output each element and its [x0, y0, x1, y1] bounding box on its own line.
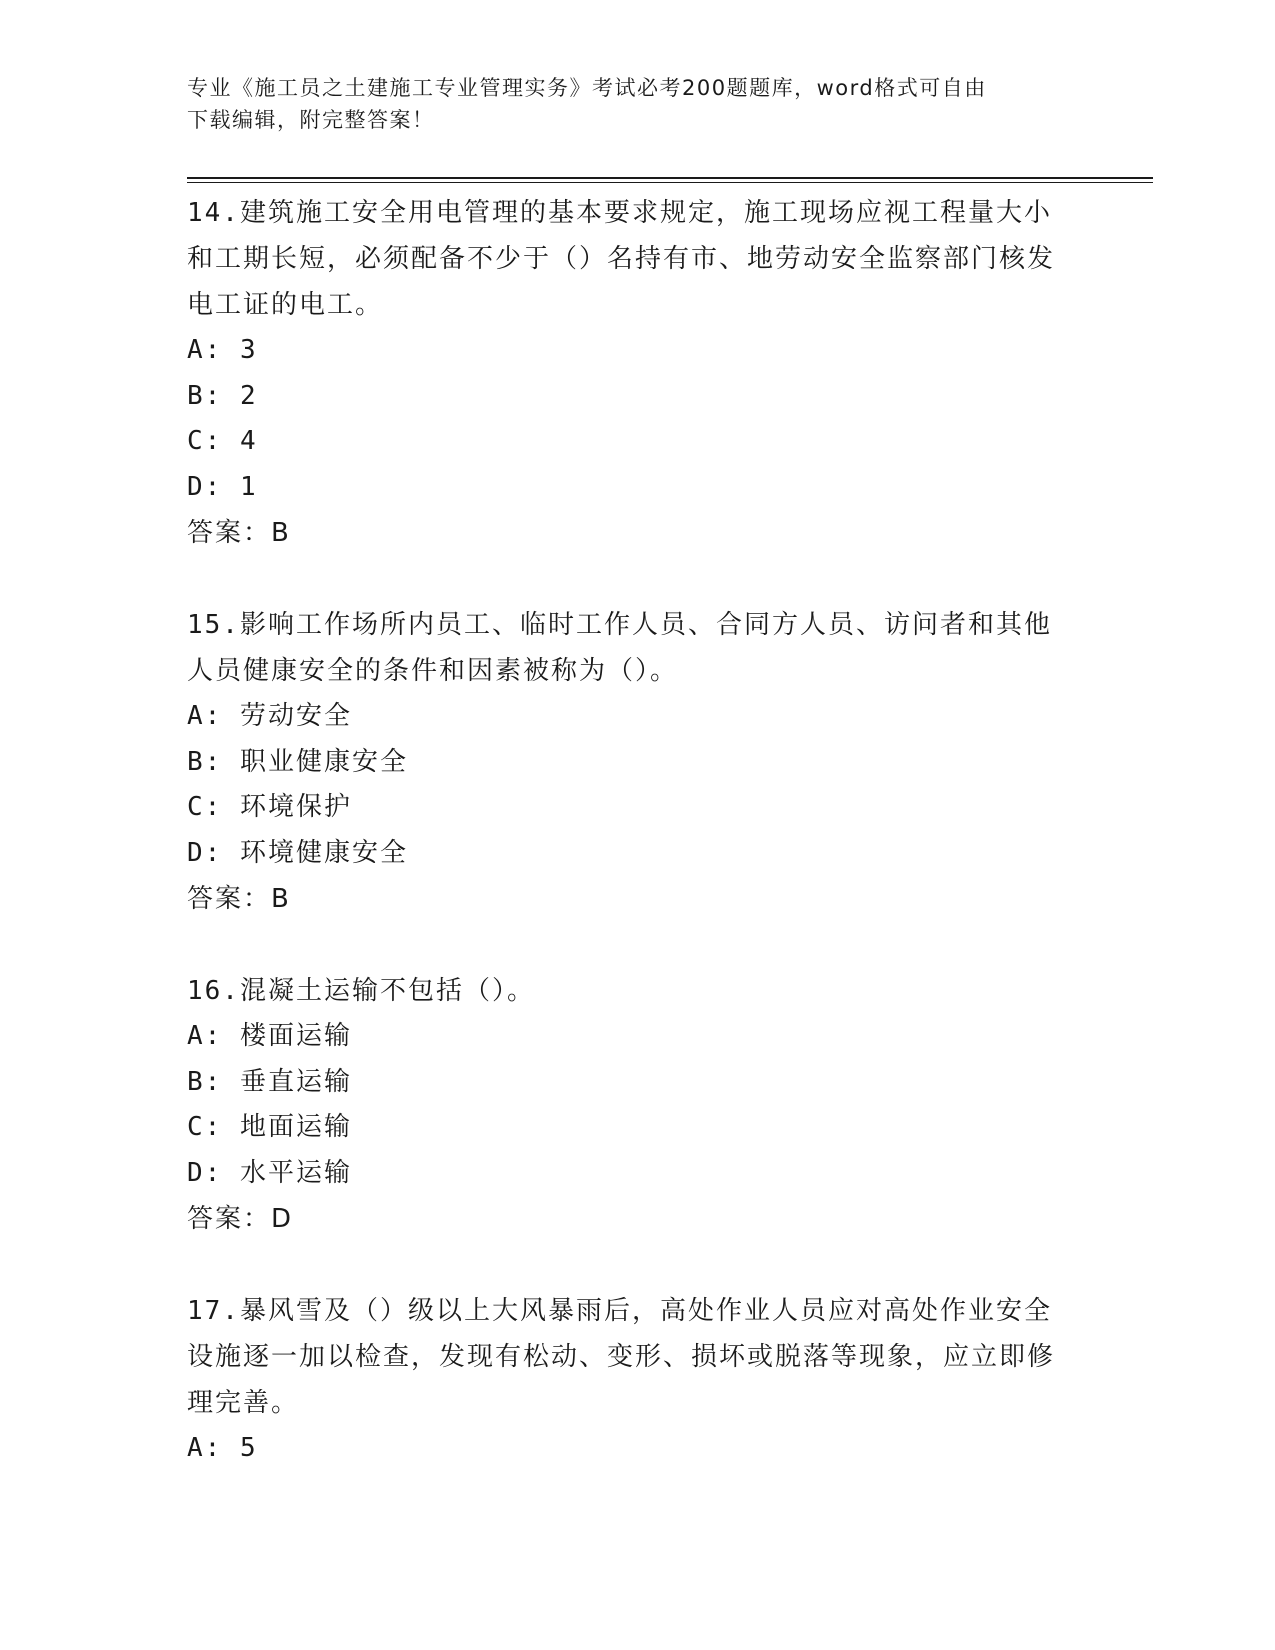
question-stem: 16.混凝土运输不包括（）。 — [187, 976, 535, 1006]
option-a: A: 劳动安全 — [187, 701, 352, 731]
answer: 答案：B — [187, 518, 291, 548]
option-b: B: 职业健康安全 — [187, 746, 408, 777]
option-d: D: 环境健康安全 — [187, 837, 408, 868]
option-d: D: 水平运输 — [187, 1157, 352, 1188]
option-a: A: 5 — [187, 1433, 258, 1463]
question-17 — [187, 1288, 1087, 1472]
question-stem: 14.建筑施工安全用电管理的基本要求规定，施工现场应视工程量大小和工期长短，必须配备不少于（）名持有市、地劳动安全监察部门核发电工证的电工。 — [187, 198, 1056, 320]
header-line-1: 专业《施工员之土建施工专业管理实务》考试必考200题题库，word格式可自由 — [187, 76, 987, 100]
option-a: A: 3 — [187, 335, 258, 365]
option-b: B: 2 — [187, 380, 258, 411]
question-list — [187, 190, 1087, 1518]
question-stem: 17.暴风雪及（）级以上大风暴雨后，高处作业人员应对高处作业安全设施逐一加以检查，发现有松动、变形、损坏或脱落等现象，应立即修理完善。 — [187, 1296, 1056, 1418]
question-15 — [187, 602, 1087, 922]
option-a: A: 楼面运输 — [187, 1021, 352, 1051]
option-b: B: 垂直运输 — [187, 1066, 352, 1097]
option-c: C: 环境保护 — [187, 792, 352, 822]
header-divider-thick — [187, 177, 1153, 179]
answer: 答案：B — [187, 884, 291, 914]
question-stem: 15.影响工作场所内员工、临时工作人员、合同方人员、访问者和其他人员健康安全的条件和因素被称为（）。 — [187, 610, 1052, 686]
option-c: C: 地面运输 — [187, 1112, 352, 1142]
question-14 — [187, 190, 1087, 556]
question-16 — [187, 968, 1087, 1242]
document-header — [187, 72, 1067, 136]
option-c: C: 4 — [187, 426, 258, 456]
header-line-2: 下载编辑，附完整答案！ — [187, 108, 435, 132]
header-divider-thin — [187, 182, 1153, 183]
answer: 答案：D — [187, 1204, 294, 1234]
option-d: D: 1 — [187, 471, 258, 502]
